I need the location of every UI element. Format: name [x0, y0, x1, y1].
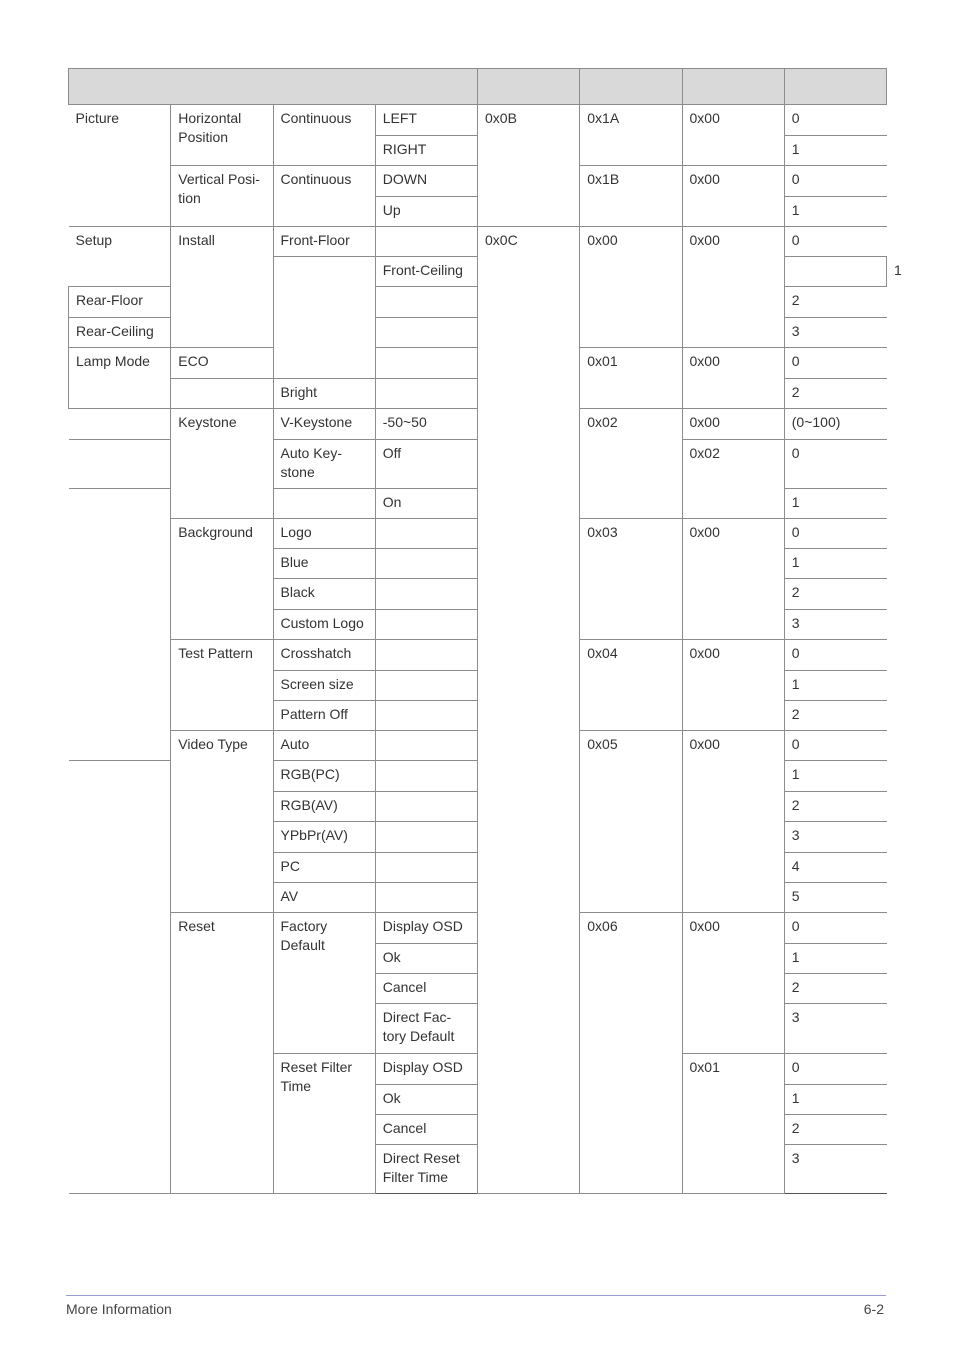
- sub-item-cell: Crosshatch: [273, 640, 375, 671]
- subcode-cell: 0x02: [682, 440, 784, 519]
- sub-item-cell: Screen size: [273, 671, 375, 701]
- value-cell: 1: [784, 489, 886, 519]
- option-cell: DOWN: [375, 166, 477, 197]
- value-cell: 2: [784, 974, 886, 1004]
- sub-item-cell: Black: [273, 579, 375, 610]
- option-cell: [375, 579, 477, 610]
- sub-item-cell: Continuous: [273, 105, 375, 166]
- sub-item-cell: PC: [273, 853, 375, 883]
- command-cell: 0x0B: [478, 105, 580, 227]
- item-cell: Keystone: [171, 409, 273, 519]
- option-cell: [375, 731, 477, 761]
- code-cell: 0x06: [580, 913, 682, 1194]
- header-cell-cmd: [478, 69, 580, 105]
- value-cell: 3: [784, 1145, 886, 1194]
- option-cell: Direct Fac- tory Default: [375, 1004, 477, 1054]
- value-cell: (0~100): [784, 409, 886, 440]
- sub-item-cell: YPbPr(AV): [273, 822, 375, 853]
- code-cell: 0x1A: [580, 105, 682, 166]
- header-cell-menu: [69, 69, 478, 105]
- value-cell: 1: [784, 549, 886, 579]
- group-cell: [273, 257, 375, 379]
- value-cell: 1: [784, 136, 886, 166]
- code-cell: 0x01: [580, 348, 682, 409]
- sub-item-cell: [273, 489, 375, 519]
- value-cell: 0: [784, 227, 886, 257]
- option-cell: [375, 519, 477, 549]
- sub-item-cell: ECO: [171, 348, 273, 379]
- option-cell: [375, 822, 477, 853]
- sub-item-cell: Continuous: [273, 166, 375, 227]
- table-body: [69, 105, 902, 1194]
- option-cell: Ok: [375, 944, 477, 974]
- value-cell: 3: [784, 822, 886, 853]
- header-row: [69, 69, 887, 105]
- sub-item-cell: Logo: [273, 519, 375, 549]
- option-cell: Display OSD: [375, 1054, 477, 1085]
- value-cell: 3: [784, 1004, 886, 1054]
- command-table: [68, 68, 902, 1194]
- item-cell: Background: [171, 519, 273, 640]
- code-cell: 0x00: [580, 227, 682, 348]
- group-cell: [69, 489, 171, 761]
- option-cell: [375, 761, 477, 792]
- option-cell: Display OSD: [375, 913, 477, 944]
- value-cell: 1: [784, 197, 886, 227]
- group-cell: [69, 409, 171, 440]
- item-cell: Reset: [171, 913, 273, 1194]
- value-cell: 0: [784, 731, 886, 761]
- item-cell: Install: [171, 227, 273, 348]
- value-cell: 0: [784, 348, 886, 379]
- option-cell: On: [375, 489, 477, 519]
- option-cell: [784, 257, 886, 287]
- sub-item-cell: Auto Key- stone: [273, 440, 375, 489]
- subcode-cell: 0x00: [682, 227, 784, 348]
- sub-item-cell: Front-Ceiling: [375, 257, 477, 287]
- sub-item-cell: RGB(AV): [273, 792, 375, 822]
- option-cell: -50~50: [375, 409, 477, 440]
- value-cell: 0: [784, 440, 886, 489]
- option-cell: [375, 379, 477, 409]
- value-cell: 0: [784, 640, 886, 671]
- value-cell: 5: [784, 883, 886, 913]
- table-row: Front-Ceiling 1: [69, 257, 887, 287]
- subcode-cell: 0x00: [682, 166, 784, 227]
- command-cell: 0x0C: [478, 227, 580, 1194]
- header-cell-value: [784, 69, 886, 105]
- sub-item-cell: Rear-Floor: [69, 287, 171, 318]
- code-cell: 0x1B: [580, 166, 682, 227]
- item-cell: Test Pattern: [171, 640, 273, 731]
- table-row: [69, 227, 887, 257]
- item-cell: Vertical Posi- tion: [171, 166, 273, 227]
- subcode-cell: 0x00: [682, 409, 784, 440]
- table-row: [69, 105, 887, 136]
- group-cell: [69, 440, 171, 489]
- value-cell: 3: [784, 318, 886, 348]
- group-cell: Setup: [69, 227, 171, 287]
- option-cell: [375, 549, 477, 579]
- code-cell: 0x04: [580, 640, 682, 731]
- value-cell: 0: [784, 166, 886, 197]
- option-cell: Direct Reset Filter Time: [375, 1145, 477, 1194]
- option-cell: [375, 227, 477, 257]
- option-cell: LEFT: [375, 105, 477, 136]
- item-cell: Video Type: [171, 731, 273, 913]
- value-cell: 1: [784, 761, 886, 792]
- value-cell: 0: [784, 519, 886, 549]
- value-cell: 1: [784, 944, 886, 974]
- subcode-cell: 0x01: [682, 1054, 784, 1194]
- subcode-cell: 0x00: [682, 519, 784, 640]
- header-cell-cmd3: [682, 69, 784, 105]
- sub-item-cell: Bright: [273, 379, 375, 409]
- value-cell: 2: [784, 792, 886, 822]
- value-cell: 2: [784, 287, 886, 318]
- value-cell: 2: [784, 379, 886, 409]
- sub-item-cell: Pattern Off: [273, 701, 375, 731]
- group-cell: [69, 761, 171, 1194]
- sub-item-cell: Reset Filter Time: [273, 1054, 375, 1194]
- option-cell: [375, 883, 477, 913]
- subcode-cell: 0x00: [682, 348, 784, 409]
- header-cell-cmd2: [580, 69, 682, 105]
- option-cell: [375, 348, 477, 379]
- table-header: [69, 69, 887, 105]
- value-cell: 1: [784, 1085, 886, 1115]
- option-cell: [375, 610, 477, 640]
- sub-item-cell: RGB(PC): [273, 761, 375, 792]
- option-cell: Up: [375, 197, 477, 227]
- option-cell: [375, 853, 477, 883]
- value-cell: 1: [784, 671, 886, 701]
- option-cell: Ok: [375, 1085, 477, 1115]
- item-cell: Horizontal Position: [171, 105, 273, 166]
- option-cell: Cancel: [375, 974, 477, 1004]
- option-cell: [375, 792, 477, 822]
- footer-divider: [66, 1295, 886, 1296]
- value-cell: 2: [784, 579, 886, 610]
- value-cell: 3: [784, 610, 886, 640]
- value-cell: 4: [784, 853, 886, 883]
- subcode-cell: 0x00: [682, 913, 784, 1054]
- sub-item-cell: Rear-Ceiling: [69, 318, 171, 348]
- value-cell: 0: [784, 1054, 886, 1085]
- sub-item-cell: AV: [273, 883, 375, 913]
- subcode-cell: 0x00: [682, 640, 784, 731]
- sub-item-cell: Front-Floor: [273, 227, 375, 257]
- subcode-cell: 0x00: [682, 105, 784, 166]
- code-cell: 0x03: [580, 519, 682, 640]
- option-cell: [375, 287, 477, 318]
- subcode-cell: 0x00: [682, 731, 784, 913]
- option-cell: [375, 318, 477, 348]
- code-cell: 0x05: [580, 731, 682, 913]
- sub-item-cell: V-Keystone: [273, 409, 375, 440]
- option-cell: [375, 671, 477, 701]
- option-cell: [375, 640, 477, 671]
- sub-item-cell: Factory Default: [273, 913, 375, 1054]
- sub-item-cell: Blue: [273, 549, 375, 579]
- option-cell: Cancel: [375, 1115, 477, 1145]
- option-cell: [375, 701, 477, 731]
- item-cell: Lamp Mode: [69, 348, 171, 409]
- value-cell: 2: [784, 1115, 886, 1145]
- group-cell: Picture: [69, 105, 171, 227]
- footer-section-title: More Information: [66, 1301, 172, 1317]
- value-cell: 0: [784, 913, 886, 944]
- footer-page-number: 6-2: [863, 1301, 884, 1317]
- sub-item-cell: Auto: [273, 731, 375, 761]
- group-cell: [171, 379, 273, 409]
- value-cell: 2: [784, 701, 886, 731]
- option-cell: Off: [375, 440, 477, 489]
- code-cell: 0x02: [580, 409, 682, 519]
- sub-item-cell: Custom Logo: [273, 610, 375, 640]
- option-cell: RIGHT: [375, 136, 477, 166]
- value-cell: 0: [784, 105, 886, 136]
